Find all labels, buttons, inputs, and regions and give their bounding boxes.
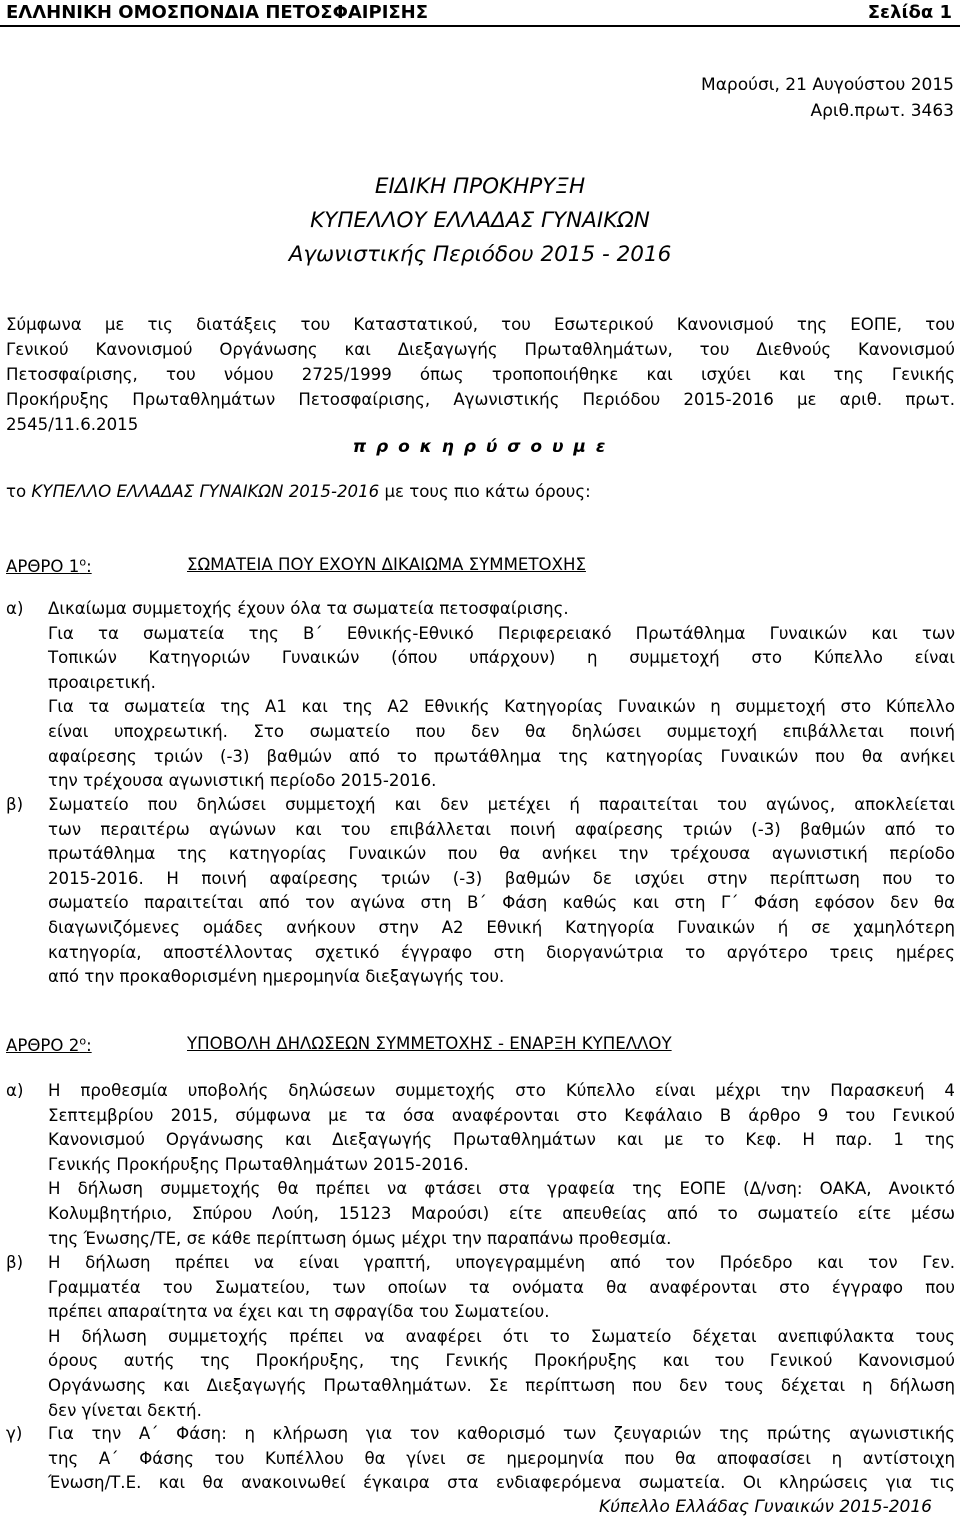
- item-line: Κολυμβητήριο, Σπύρου Λούη, 15123 Μαρούσι) είτε απευθείας από το σωματείο είτε μέσω: [48, 1203, 955, 1223]
- item-line: Σωματείο που δηλώσει συμμετοχή και δεν μετέχει ή παραιτείται του αγώνος, αποκλείεται: [48, 795, 955, 814]
- item-line: Για τα σωματεία της Α1 και της Α2 Εθνικής Κατηγορίας Γυναικών η συμμετοχή στο Κύπελλο: [48, 697, 955, 717]
- item-marker: β): [6, 795, 24, 814]
- item-body: [48, 1422, 955, 1496]
- preamble-line: 2545/11.6.2015: [6, 415, 139, 434]
- item-line: Ένωση/Τ.Ε. και θα ανακοινωθεί έγκαιρα στα ενδιαφερόμενα σωματεία. Οι κληρώσεις για τις: [48, 1473, 955, 1493]
- preamble-line: Πετοσφαίρισης, του νόμου 2725/1999 όπως τροποποιήθηκε και ισχύει και της Γενικής: [6, 365, 955, 384]
- item-marker: β): [6, 1253, 24, 1272]
- item-line: της Ένωσης/ΤΕ, σε κάθε περίπτωση όμως μέχρι την παραπάνω προθεσμία.: [48, 1228, 672, 1248]
- article-2-item-c: [6, 1422, 955, 1497]
- article-1-title: ΣΩΜΑΤΕΙΑ ΠΟΥ ΕΧΟΥΝ ΔΙΚΑΙΩΜΑ ΣΥΜΜΕΤΟΧΗΣ: [187, 555, 586, 574]
- item-line: Η δήλωση πρέπει να είναι γραπτή, υπογεγραμμένη από τον Πρόεδρο και τον Γεν.: [48, 1253, 955, 1272]
- article-2-label: ΑΡΘΡΟ $2^o$:: [6, 1034, 92, 1055]
- page-footer: Κύπελλο Ελλάδας Γυναικών 2015-2016: [599, 1497, 932, 1517]
- article-1-heading: [6, 555, 586, 576]
- title-line-3: Αγωνιστικής Περιόδου 2015 - 2016: [288, 242, 672, 267]
- article-2-heading: [6, 1034, 672, 1055]
- item-line: από την προκαθορισμένη ημερομηνία διεξαγωγής του.: [48, 967, 505, 987]
- document-title: [0, 170, 960, 272]
- item-line: των περαιτέρω αγώνων και του επιβάλλεται ποινή αφαίρεσης τριών (-3) βαθμών από το: [48, 819, 955, 839]
- issue-date: Μαρούσι, 21 Αυγούστου 2015: [701, 75, 954, 95]
- item-line: Για την Α΄ Φάση: η κλήρωση για τον καθορισμό των ζευγαριών της πρώτης αγωνιστικής: [48, 1424, 955, 1443]
- item-line: προαιρετική.: [48, 672, 156, 692]
- article-2-title: ΥΠΟΒΟΛΗ ΔΗΛΩΣΕΩΝ ΣΥΜΜΕΤΟΧΗΣ - ΕΝΑΡΞΗ ΚΥΠΕΛΛΟΥ: [187, 1034, 672, 1053]
- date-block: [701, 72, 954, 124]
- item-marker: γ): [6, 1424, 23, 1443]
- item-line: Οργάνωσης και Διεξαγωγής Πρωταθλημάτων. Σε περίπτωση που δεν τους δέχεται η δήλωση: [48, 1375, 955, 1395]
- item-line: αφαίρεσης τριών (-3) βαθμών από το πρωτάθλημα της κατηγορίας Γυναικών που θα ανήκει: [48, 746, 955, 766]
- item-line: Για τα σωματεία της Β΄ Εθνικής-Εθνικό Περιφερειακό Πρωτάθλημα Γυναικών και των: [48, 623, 955, 643]
- item-line: κατηγορία, αποστέλλοντας σχετικό έγγραφο στη διοργανώτρια το αργότερο τρεις ημέρες: [48, 942, 955, 962]
- intro-cup-title: ΚΥΠΕΛΛΟ ΕΛΛΑΔΑΣ ΓΥΝΑΙΚΩΝ 2015-2016: [31, 482, 380, 501]
- item-body: [48, 1079, 955, 1251]
- item-line: Η δήλωση συμμετοχής θα πρέπει να φτάσει στα γραφεία της ΕΟΠΕ (Δ/νση: ΟΑΚΑ, Ανοικτό: [48, 1179, 955, 1199]
- item-line: Η προθεσμία υποβολής δηλώσεων συμμετοχής στο Κύπελλο είναι μέχρι την Παρασκευή 4: [48, 1081, 955, 1100]
- article-1-label: ΑΡΘΡΟ $1^o$:: [6, 555, 92, 576]
- item-line: Δικαίωμα συμμετοχής έχουν όλα τα σωματεία πετοσφαίρισης.: [48, 599, 569, 618]
- item-line: διαγωνιζόμενες ομάδες ανήκουν στην Α2 Εθνική Κατηγορία Γυναικών ή σε χαμηλότερη: [48, 917, 955, 937]
- item-line: όρους αυτής της Προκήρυξης, της Γενικής Προκήρυξης και του Γενικού Κανονισμού: [48, 1351, 955, 1371]
- article-2-item-a: [6, 1079, 955, 1254]
- title-line-2: ΚΥΠΕΛΛΟΥ ΕΛΛΑΔΑΣ ΓΥΝΑΙΚΩΝ: [310, 208, 650, 233]
- preamble-line: Σύμφωνα με τις διατάξεις του Καταστατικού, του Εσωτερικού Κανονισμού της ΕΟΠΕ, του: [6, 315, 955, 334]
- item-line: Κανονισμού Οργάνωσης και Διεξαγωγής Πρωταθλημάτων και με το Κεφ. Η παρ. 1 της: [48, 1130, 955, 1150]
- preamble-line: Προκήρυξης Πρωταθλημάτων Πετοσφαίρισης, Αγωνιστικής Περιόδου 2015-2016 με αριθ. πρωτ.: [6, 390, 955, 409]
- title-line-1: ΕΙΔΙΚΗ ΠΡΟΚΗΡΥΞΗ: [374, 174, 586, 199]
- item-line: Γενικής Προκήρυξης Πρωταθλημάτων 2015-2016.: [48, 1154, 469, 1174]
- item-line: Σεπτεμβρίου 2015, σύμφωνα με τα όσα αναφέρονται στο Κεφάλαιο Β άρθρο 9 του Γενικού: [48, 1105, 955, 1125]
- article-2-item-b: [6, 1251, 955, 1426]
- protocol-number: Αριθ.πρωτ. 3463: [810, 101, 954, 121]
- item-line: Τοπικών Κατηγοριών Γυναικών (όπου υπάρχουν) η συμμετοχή στο Κύπελλο είναι: [48, 648, 955, 668]
- item-body: [48, 597, 955, 794]
- preamble-paragraph: [6, 312, 955, 437]
- item-line: την τρέχουσα αγωνιστική περίοδο 2015-2016.: [48, 771, 437, 791]
- article-1-item-a: [6, 597, 955, 797]
- article-1-item-b: [6, 793, 955, 993]
- page-number: Σελίδα 1: [867, 2, 952, 23]
- header-rule: [0, 25, 960, 27]
- item-marker: α): [6, 1081, 24, 1100]
- item-line: της Α΄ Φάσης του Κυπέλλου θα γίνει σε ημερομηνία που θα αποφασίσει η αντίστοιχη: [48, 1448, 955, 1468]
- item-marker: α): [6, 599, 24, 618]
- item-line: πρέπει απαραίτητα να έχει και τη σφραγίδα του Σωματείου.: [48, 1302, 550, 1322]
- organization-name: ΕΛΛΗΝΙΚΗ ΟΜΟΣΠΟΝΔΙΑ ΠΕΤΟΣΦΑΙΡΙΣΗΣ: [6, 2, 429, 23]
- intro-sentence: [6, 482, 591, 501]
- item-body: [48, 1251, 955, 1423]
- item-line: είναι υποχρεωτική. Στο σωματείο που δεν θα δηλώσει συμμετοχή επιβάλλεται ποινή: [48, 721, 955, 741]
- preamble-line: Γενικού Κανονισμού Οργάνωσης και Διεξαγωγής Πρωταθλημάτων, του Διεθνούς Κανονισμού: [6, 340, 955, 359]
- item-line: 2015-2016. Η ποινή αφαίρεσης τριών (-3) βαθμών δε ισχύει στην περίπτωση που το: [48, 868, 955, 888]
- item-line: Γραμματέα του Σωματείου, των οποίων τα ονόματα θα αναφέρονται στο έγγραφο που: [48, 1277, 955, 1297]
- item-body: [48, 793, 955, 990]
- item-line: Η δήλωση συμμετοχής πρέπει να αναφέρει ότι το Σωματείο δέχεται ανεπιφύλακτα τους: [48, 1326, 955, 1346]
- item-line: σωματείο παραιτείται από τον αγώνα στη Β΄ Φάση καθώς και στη Γ΄ Φάση εφόσον δεν θα: [48, 893, 955, 913]
- intro-suffix: με τους πιο κάτω όρους:: [379, 482, 591, 501]
- item-line: πρωτάθλημα της κατηγορίας Γυναικών που θα ανήκει την τρέχουσα αγωνιστική περίοδο: [48, 844, 955, 864]
- intro-prefix: το: [6, 482, 32, 501]
- proclamation: π ρ ο κ η ρ ύ σ ο υ μ ε: [352, 437, 608, 457]
- item-line: δεν γίνεται δεκτή.: [48, 1400, 202, 1420]
- page-header: [0, 0, 960, 26]
